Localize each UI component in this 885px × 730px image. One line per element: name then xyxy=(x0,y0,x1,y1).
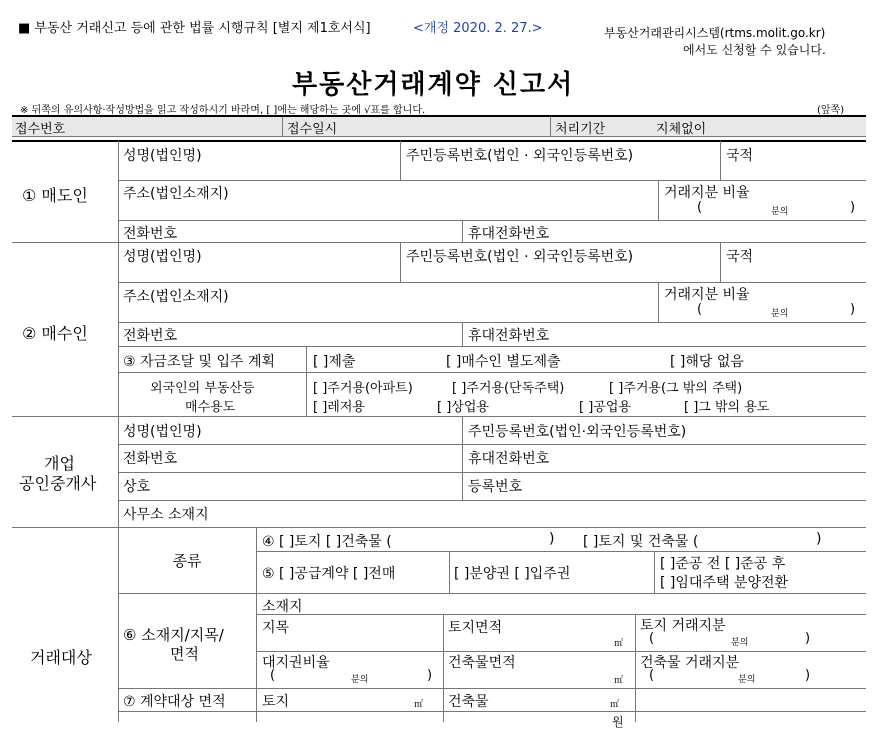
contract-building-unit: ㎡ xyxy=(610,700,620,710)
divider xyxy=(118,141,119,722)
kind-option-rental-conversion[interactable]: [ ]임대주택 분양전환 xyxy=(660,575,789,591)
divider xyxy=(12,242,866,243)
page-title: 부동산거래계약 신고서 xyxy=(292,70,575,100)
divider xyxy=(118,444,866,445)
seller-section-label: ① 매도인 xyxy=(22,186,88,205)
divider xyxy=(400,242,401,282)
buyer-section-label: ② 매수인 xyxy=(22,324,88,343)
divider xyxy=(256,527,257,722)
agent-mobile-field[interactable]: 휴대전화번호 xyxy=(468,451,550,467)
seller-resident-number-field[interactable]: 주민등록번호(법인 · 외국인등록번호) xyxy=(406,148,634,164)
buyer-address-field[interactable]: 주소(법인소재지) xyxy=(123,289,229,305)
kind-building-close: ) xyxy=(549,531,555,547)
funding-option-submit[interactable]: [ ]제출 xyxy=(313,354,356,370)
seller-share-label: 거래지분 비율 xyxy=(664,185,750,201)
use-option-apartment[interactable]: [ ]주거용(아파트) xyxy=(313,381,413,396)
contract-area-label: ⑦ 계약대상 면적 xyxy=(123,694,226,710)
divider xyxy=(654,551,655,593)
site-ratio-unit: 분의 xyxy=(351,675,369,685)
divider xyxy=(400,141,401,180)
location-label-line1: ⑥ 소재지/지목/ xyxy=(123,626,224,644)
use-option-leisure[interactable]: [ ]레저용 xyxy=(313,400,365,415)
divider xyxy=(720,242,721,282)
divider xyxy=(720,141,721,180)
top-rule xyxy=(12,115,866,117)
buyer-share-unit: 분의 xyxy=(771,309,789,319)
receipt-date-label: 접수일시 xyxy=(287,122,338,137)
kind-option-supply-resale[interactable]: ⑤ [ ]공급계약 [ ]전매 xyxy=(262,566,396,582)
processing-period-label: 처리기간 xyxy=(555,122,606,137)
contract-land-unit: ㎡ xyxy=(414,700,424,710)
agent-resident-number-field[interactable]: 주민등록번호(법인·외국인등록번호) xyxy=(468,424,687,440)
online-system-line2: 에서도 신청할 수 있습니다. xyxy=(683,43,826,57)
divider xyxy=(118,472,866,473)
land-share-unit: 분의 xyxy=(731,638,749,648)
building-area-unit: ㎡ xyxy=(614,676,624,686)
agent-phone-field[interactable]: 전화번호 xyxy=(123,451,178,467)
seller-mobile-field[interactable]: 휴대전화번호 xyxy=(468,226,550,242)
land-area-unit: ㎡ xyxy=(614,639,624,649)
use-option-industrial[interactable]: [ ]공업용 xyxy=(579,400,631,415)
divider xyxy=(118,711,866,712)
buyer-share-close: ) xyxy=(850,302,856,317)
online-system-line1: 부동산거래관리시스템(rtms.molit.go.kr) xyxy=(604,26,826,40)
seller-nationality-field[interactable]: 국적 xyxy=(726,148,754,164)
location-field[interactable]: 소재지 xyxy=(262,599,303,615)
revision-date: <개정 2020. 2. 27.> xyxy=(413,21,543,36)
seller-name-field[interactable]: 성명(법인명) xyxy=(123,148,202,164)
buyer-name-field[interactable]: 성명(법인명) xyxy=(123,249,202,265)
contract-building-area-field[interactable]: 건축물 xyxy=(448,694,489,710)
divider xyxy=(256,551,866,552)
divider xyxy=(118,322,866,323)
divider xyxy=(658,282,659,322)
receipt-band xyxy=(12,116,866,136)
divider xyxy=(118,372,866,373)
foreign-purchase-label-line1: 외국인의 부동산등 xyxy=(150,381,255,396)
land-area-field[interactable]: 토지면적 xyxy=(448,620,503,636)
building-share-unit: 분의 xyxy=(738,675,756,685)
divider xyxy=(443,614,444,722)
divider xyxy=(118,282,866,283)
instruction-note: ※ 뒤쪽의 유의사항·작성방법을 읽고 작성하시기 바라며, [ ]에는 해당하는 곳에 √표를 합니다. xyxy=(20,105,426,116)
land-type-field[interactable]: 지목 xyxy=(262,620,290,636)
kind-option-completion[interactable]: [ ]준공 전 [ ]준공 후 xyxy=(660,556,786,572)
seller-share-close: ) xyxy=(850,200,856,215)
agent-office-address-field[interactable]: 사무소 소재지 xyxy=(123,507,209,523)
land-share-close: ) xyxy=(805,631,811,646)
seller-phone-field[interactable]: 전화번호 xyxy=(123,226,178,242)
divider xyxy=(118,500,866,501)
divider xyxy=(256,614,866,615)
kind-option-presale-right[interactable]: [ ]분양권 [ ]입주권 xyxy=(454,566,571,582)
divider xyxy=(282,117,283,136)
divider xyxy=(550,117,551,136)
building-share-field[interactable]: 건축물 거래지분 xyxy=(640,655,740,671)
seller-share-unit: 분의 xyxy=(771,207,789,217)
buyer-mobile-field[interactable]: 휴대전화번호 xyxy=(468,328,550,344)
buyer-resident-number-field[interactable]: 주민등록번호(법인 · 외국인등록번호) xyxy=(406,249,634,265)
agent-name-field[interactable]: 성명(법인명) xyxy=(123,424,202,440)
divider xyxy=(256,651,866,652)
target-section-label: 거래대상 xyxy=(30,648,92,667)
land-share-field[interactable]: 토지 거래지분 xyxy=(640,618,726,634)
buyer-share-open: ( xyxy=(697,302,703,317)
land-share-open: ( xyxy=(649,631,655,646)
form-reference: ■ 부동산 거래신고 등에 관한 법률 시행규칙 [별지 제1호서식] xyxy=(18,21,371,36)
seller-share-open: ( xyxy=(697,200,703,215)
divider xyxy=(118,593,866,594)
divider xyxy=(12,136,866,137)
divider xyxy=(118,688,866,689)
contract-land-area-field[interactable]: 토지 xyxy=(262,694,290,710)
buyer-share-label: 거래지분 비율 xyxy=(664,287,750,303)
use-option-detached[interactable]: [ ]주거용(단독주택) xyxy=(452,381,565,396)
kind-label: 종류 xyxy=(172,552,202,570)
funding-option-separate[interactable]: [ ]매수인 별도제출 xyxy=(446,354,561,370)
building-area-field[interactable]: 건축물면적 xyxy=(448,655,516,671)
divider xyxy=(118,346,866,347)
use-option-commercial[interactable]: [ ]상업용 xyxy=(437,400,489,415)
divider xyxy=(449,551,450,593)
use-option-other[interactable]: [ ]그 밖의 용도 xyxy=(684,400,770,415)
buyer-phone-field[interactable]: 전화번호 xyxy=(123,328,178,344)
cut-off-text: 원 xyxy=(612,715,624,729)
page-side-label: (앞쪽) xyxy=(817,105,845,116)
kind-option-land-building[interactable]: ④ [ ]토지 [ ]건축물 ( xyxy=(262,534,392,550)
agent-section-label-line1: 개업 xyxy=(44,454,75,473)
agent-section-label-line2: 공인중개사 xyxy=(19,474,97,493)
divider xyxy=(462,220,463,242)
foreign-purchase-label-line2: 매수용도 xyxy=(185,400,236,415)
seller-address-field[interactable]: 주소(법인소재지) xyxy=(123,186,229,202)
divider xyxy=(12,416,866,417)
kind-option-land-and-building[interactable]: [ ]토지 및 건축물 ( xyxy=(583,534,699,550)
location-label-line2: 면적 xyxy=(170,645,199,663)
kind-land-building-close: ) xyxy=(816,531,822,547)
funding-plan-label: ③ 자금조달 및 입주 계획 xyxy=(123,354,276,370)
agent-trade-name-field[interactable]: 상호 xyxy=(123,479,151,495)
divider xyxy=(12,527,866,528)
building-share-open: ( xyxy=(649,668,655,683)
processing-period-value: 지체없이 xyxy=(656,122,707,137)
divider xyxy=(635,614,636,722)
divider xyxy=(462,416,463,500)
building-share-close: ) xyxy=(805,668,811,683)
divider xyxy=(306,346,307,416)
agent-registration-number-field[interactable]: 등록번호 xyxy=(468,479,523,495)
site-ratio-close: ) xyxy=(427,668,433,683)
funding-option-none[interactable]: [ ]해당 없음 xyxy=(670,354,744,370)
use-option-other-housing[interactable]: [ ]주거용(그 밖의 주택) xyxy=(609,381,743,396)
site-ratio-field[interactable]: 대지권비율 xyxy=(262,655,330,671)
divider xyxy=(118,220,866,221)
receipt-number-label: 접수번호 xyxy=(15,122,66,137)
site-ratio-open: ( xyxy=(270,668,276,683)
divider xyxy=(118,180,866,181)
divider xyxy=(462,322,463,346)
divider xyxy=(658,180,659,220)
section-rule xyxy=(12,140,866,142)
buyer-nationality-field[interactable]: 국적 xyxy=(726,249,754,265)
